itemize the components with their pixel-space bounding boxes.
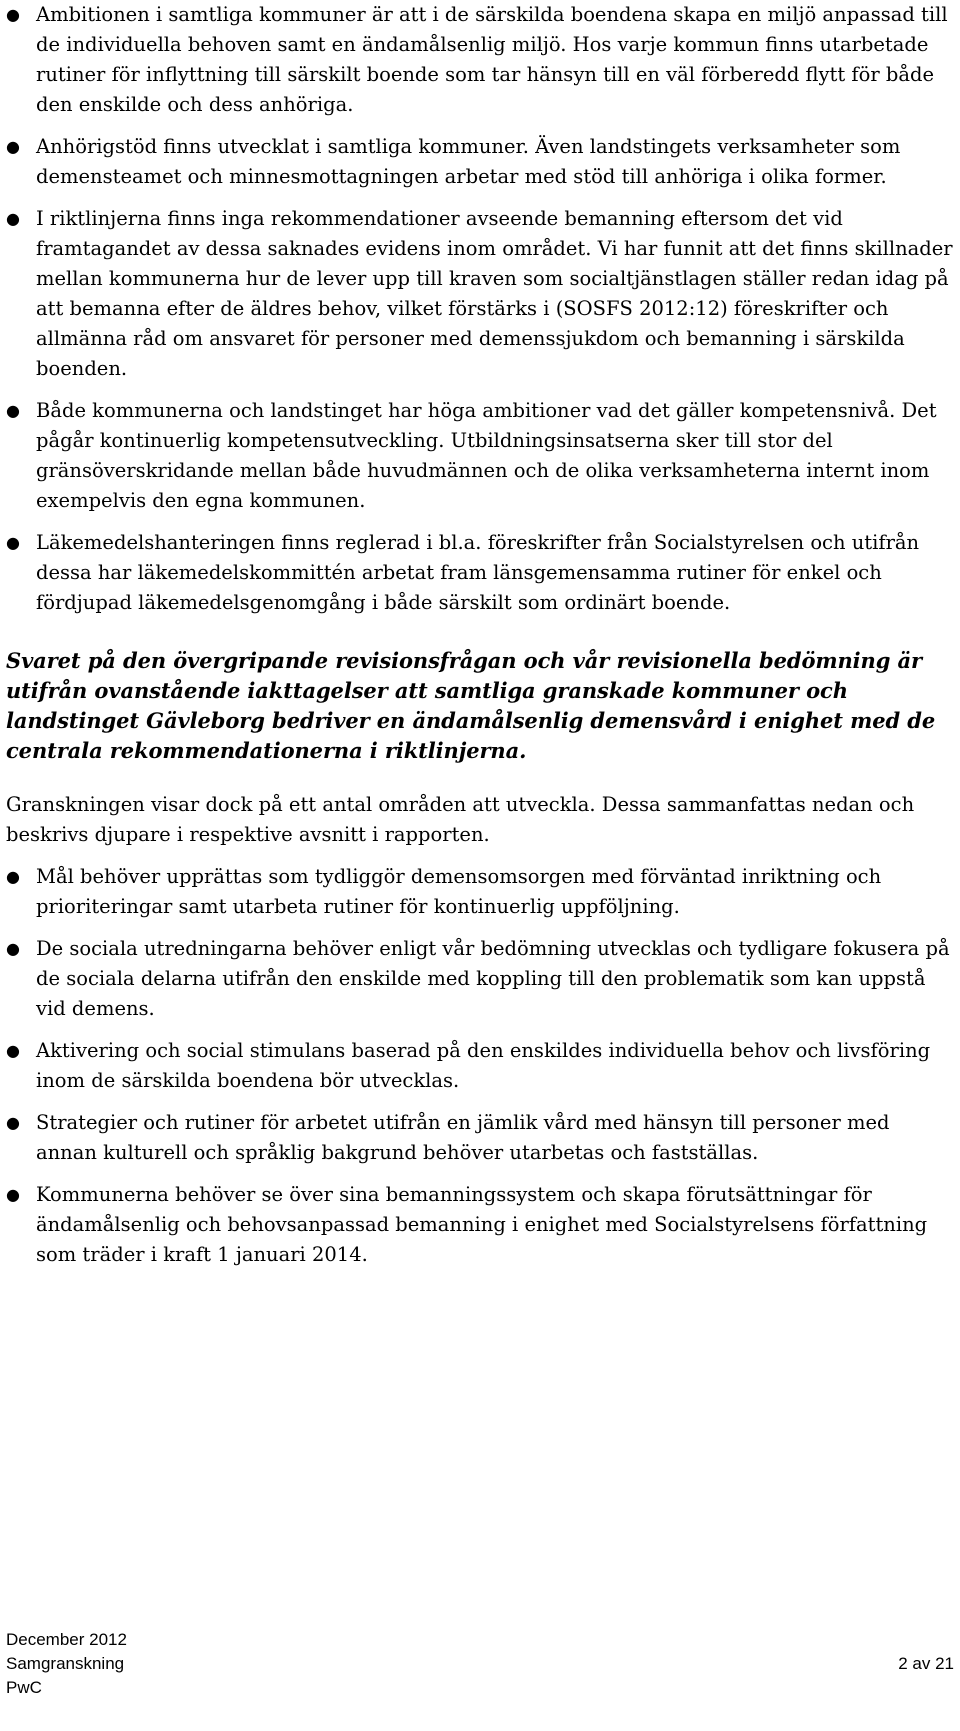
list-item [6, 1180, 954, 1270]
conclusion-statement: Svaret på den övergripande revisionsfrågan och vår revisionella bedömning är utifrån ovanstående iakttagelser att samtliga granskade kommuner och landstinget Gävleborg bedriver en ändamålsenlig demensvård i enighet med de centrala rekommendationerna i riktlinjerna. [6, 648, 936, 763]
document-body [6, 0, 954, 1282]
footer-firm: PwC [6, 1678, 42, 1697]
footer-row-type [6, 1652, 954, 1676]
list-item-text: Strategier och rutiner för arbetet utifrån en jämlik vård med hänsyn till personer med annan kulturell och språklig bakgrund behöver utarbetas och fastställas. [36, 1111, 890, 1164]
list-item [6, 1108, 954, 1168]
list-item [6, 1036, 954, 1096]
list-item [6, 934, 954, 1024]
list-item-text: Kommunerna behöver se över sina bemanningssystem och skapa förutsättningar för ändamålsenlig och behovsanpassad bemanning i enighet med Socialstyrelsens författning som träder i kraft 1 januari 2014. [36, 1183, 928, 1266]
list-item-text: Mål behöver upprättas som tydliggör demensomsorgen med förväntad inriktning och prioriteringar samt utarbeta rutiner för kontinuerlig uppföljning. [36, 865, 882, 918]
list-item-text: Läkemedelshanteringen finns reglerad i bl.a. föreskrifter från Socialstyrelsen och utifrån dessa har läkemedelskommittén arbetat fram länsgemensamma rutiner för enkel och fördjupad läkemedelsgenomgång i både särskilt som ordinärt boende. [36, 531, 920, 614]
list-item [6, 0, 954, 120]
bullet-icon: ● [6, 401, 20, 420]
list-item-text: Anhörigstöd finns utvecklat i samtliga kommuner. Även landstingets verksamheter som demensteamet och minnesmottagningen arbetar med stöd till anhöriga i olika former. [36, 135, 901, 188]
development-areas-list [6, 862, 954, 1270]
list-item [6, 132, 954, 192]
summary-paragraph: Granskningen visar dock på ett antal områden att utveckla. Dessa sammanfattas nedan och beskrivs djupare i respektive avsnitt i rapporten. [6, 793, 915, 846]
bullet-icon: ● [6, 5, 20, 24]
footer-document-type: Samgranskning [6, 1654, 125, 1673]
footer-date: December 2012 [6, 1630, 127, 1649]
bullet-icon: ● [6, 533, 20, 552]
bullet-icon: ● [6, 867, 20, 886]
list-item [6, 204, 954, 384]
bullet-icon: ● [6, 1185, 20, 1204]
list-item [6, 528, 954, 618]
bullet-icon: ● [6, 209, 20, 228]
footer-row-firm [6, 1676, 954, 1700]
list-item-text: Ambitionen i samtliga kommuner är att i de särskilda boendena skapa en miljö anpassad till de individuella behoven samt en ändamålsenlig miljö. Hos varje kommun finns utarbetade rutiner för inflyttning till särskilt boende som tar hänsyn till en väl förberedd flytt för både den enskilde och dess anhöriga. [36, 3, 948, 116]
list-item-text: Både kommunerna och landstinget har höga ambitioner vad det gäller kompetensnivå. Det pågår kontinuerlig kompetensutveckling. Utbildningsinsatserna sker till stor del gränsöverskridande mellan både huvudmännen och de olika verksamheterna internt inom exempelvis den egna kommunen. [36, 399, 937, 512]
bullet-icon: ● [6, 1113, 20, 1132]
bullet-icon: ● [6, 137, 20, 156]
bullet-icon: ● [6, 939, 20, 958]
bullet-icon: ● [6, 1041, 20, 1060]
page-number: 2 av 21 [898, 1654, 954, 1673]
list-item-text: Aktivering och social stimulans baserad på den enskildes individuella behov och livsföring inom de särskilda boendena bör utvecklas. [36, 1039, 931, 1092]
list-item [6, 396, 954, 516]
list-item-text: I riktlinjerna finns inga rekommendationer avseende bemanning eftersom det vid framtagandet av dessa saknades evidens inom området. Vi har funnit att det finns skillnader mellan kommunerna hur de lever upp till kraven som socialtjänstlagen ställer redan idag på att bemanna efter de äldres behov, vilket förstärks i (SOSFS 2012:12) föreskrifter och allmänna råd om ansvaret för personer med demenssjukdom och bemanning i särskilda boenden. [36, 207, 953, 380]
page-footer [6, 1628, 954, 1700]
findings-list [6, 0, 954, 618]
list-item [6, 862, 954, 922]
list-item-text: De sociala utredningarna behöver enligt vår bedömning utvecklas och tydligare fokusera på de sociala delarna utifrån den enskilde med koppling till den problematik som kan uppstå vid demens. [36, 937, 950, 1020]
footer-row-date [6, 1628, 954, 1652]
